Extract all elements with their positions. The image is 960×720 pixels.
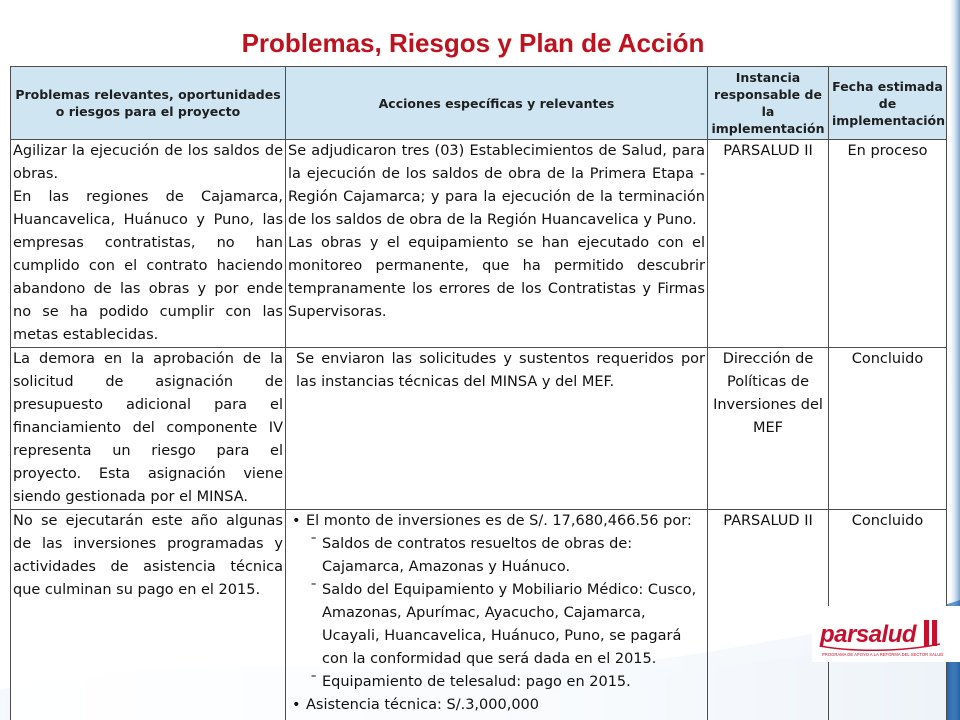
problem-text: No se ejecutarán este año algunas de las inversiones programadas y actividades de asistencia técnica que culminan su pago en el 2015. — [13, 513, 283, 598]
action-plan-table — [10, 66, 947, 720]
list-item: ¯ Saldos de contratos resueltos de obras de: Cajamarca, Amazonas y Huánuco. — [322, 533, 703, 579]
action-text: Las obras y el equipamiento se han ejecutado con el monitoreo permanente, que ha permitido descubrir tempranamente los errores de los Contratistas y Firmas Supervisoras. — [288, 235, 705, 320]
actions-list — [288, 510, 703, 717]
header-problems: Problemas relevantes, oportunidades o riesgos para el proyecto — [11, 67, 286, 140]
header-date: Fecha estimada de implementación — [829, 67, 947, 140]
page-title: Problemas, Riesgos y Plan de Acción — [241, 28, 705, 58]
actions-cell — [286, 140, 708, 348]
header-responsible: Instancia responsable de la implementación — [708, 67, 829, 140]
list-item: ¯ Saldo del Equipamiento y Mobiliario Médico: Cusco, Amazonas, Apurímac, Ayacucho, Cajamarca, Ucayali, Huancavelica, Huánuco, Puno, se pagará con la conformidad que será dada en el 2015. — [322, 579, 703, 671]
table-row — [11, 348, 947, 510]
problem-text: En las regiones de Cajamarca, Huancavelica, Huánuco y Puno, las empresas contratistas, no han cumplido con el contrato haciendo abandono de las obras y por ende no se ha podido cumplir con las metas establecidas. — [13, 189, 283, 343]
table-row — [11, 510, 947, 720]
actions-cell — [286, 348, 708, 510]
date-cell: Concluido — [829, 510, 947, 720]
responsible-cell: PARSALUD II — [708, 510, 829, 720]
problem-cell — [11, 510, 286, 720]
list-item: • Asistencia técnica: S/.3,000,000 — [306, 694, 703, 717]
problem-cell — [11, 348, 286, 510]
subitems-list — [306, 533, 703, 694]
actions-cell — [286, 510, 708, 720]
problem-cell — [11, 140, 286, 348]
parsalud-logo-mark — [812, 606, 960, 662]
list-item: ¯ Equipamiento de telesalud: pago en 2015. — [322, 671, 703, 694]
action-text: El monto de inversiones es de S/. 17,680,466.56 por: — [306, 513, 692, 529]
action-text: Se enviaron las solicitudes y sustentos requeridos por las instancias técnicas del MINSA y del MEF. — [296, 351, 705, 390]
responsible-cell: Dirección de Políticas de Inversiones del MEF — [708, 348, 829, 510]
parsalud-logo — [812, 606, 960, 662]
header-actions: Acciones específicas y relevantes — [286, 67, 708, 140]
problem-text: Agilizar la ejecución de los saldos de obras. — [13, 143, 283, 182]
problem-text: La demora en la aprobación de la solicitud de asignación de presupuesto adicional para el financiamiento del componente IV representa un riesgo para el proyecto. Esta asignación viene siendo gestionada por el MINSA. — [13, 351, 283, 505]
table-header-row — [11, 67, 947, 140]
date-cell: Concluido — [829, 348, 947, 510]
action-text: Se adjudicaron tres (03) Establecimientos de Salud, para la ejecución de los saldos de obra de la Primera Etapa - Región Cajamarca; y para la ejecución de la terminación de los saldos de obra de la Región Huancavelica y Puno. — [288, 143, 705, 228]
svg-text:parsalud: parsalud — [820, 621, 917, 648]
responsible-cell: PARSALUD II — [708, 140, 829, 348]
table-row — [11, 140, 947, 348]
svg-text:PROGRAMA DE APOYO A LA REFORMA: PROGRAMA DE APOYO A LA REFORMA DEL SECTOR SALUD — [822, 652, 944, 657]
list-item — [306, 510, 703, 694]
date-cell: En proceso — [829, 140, 947, 348]
